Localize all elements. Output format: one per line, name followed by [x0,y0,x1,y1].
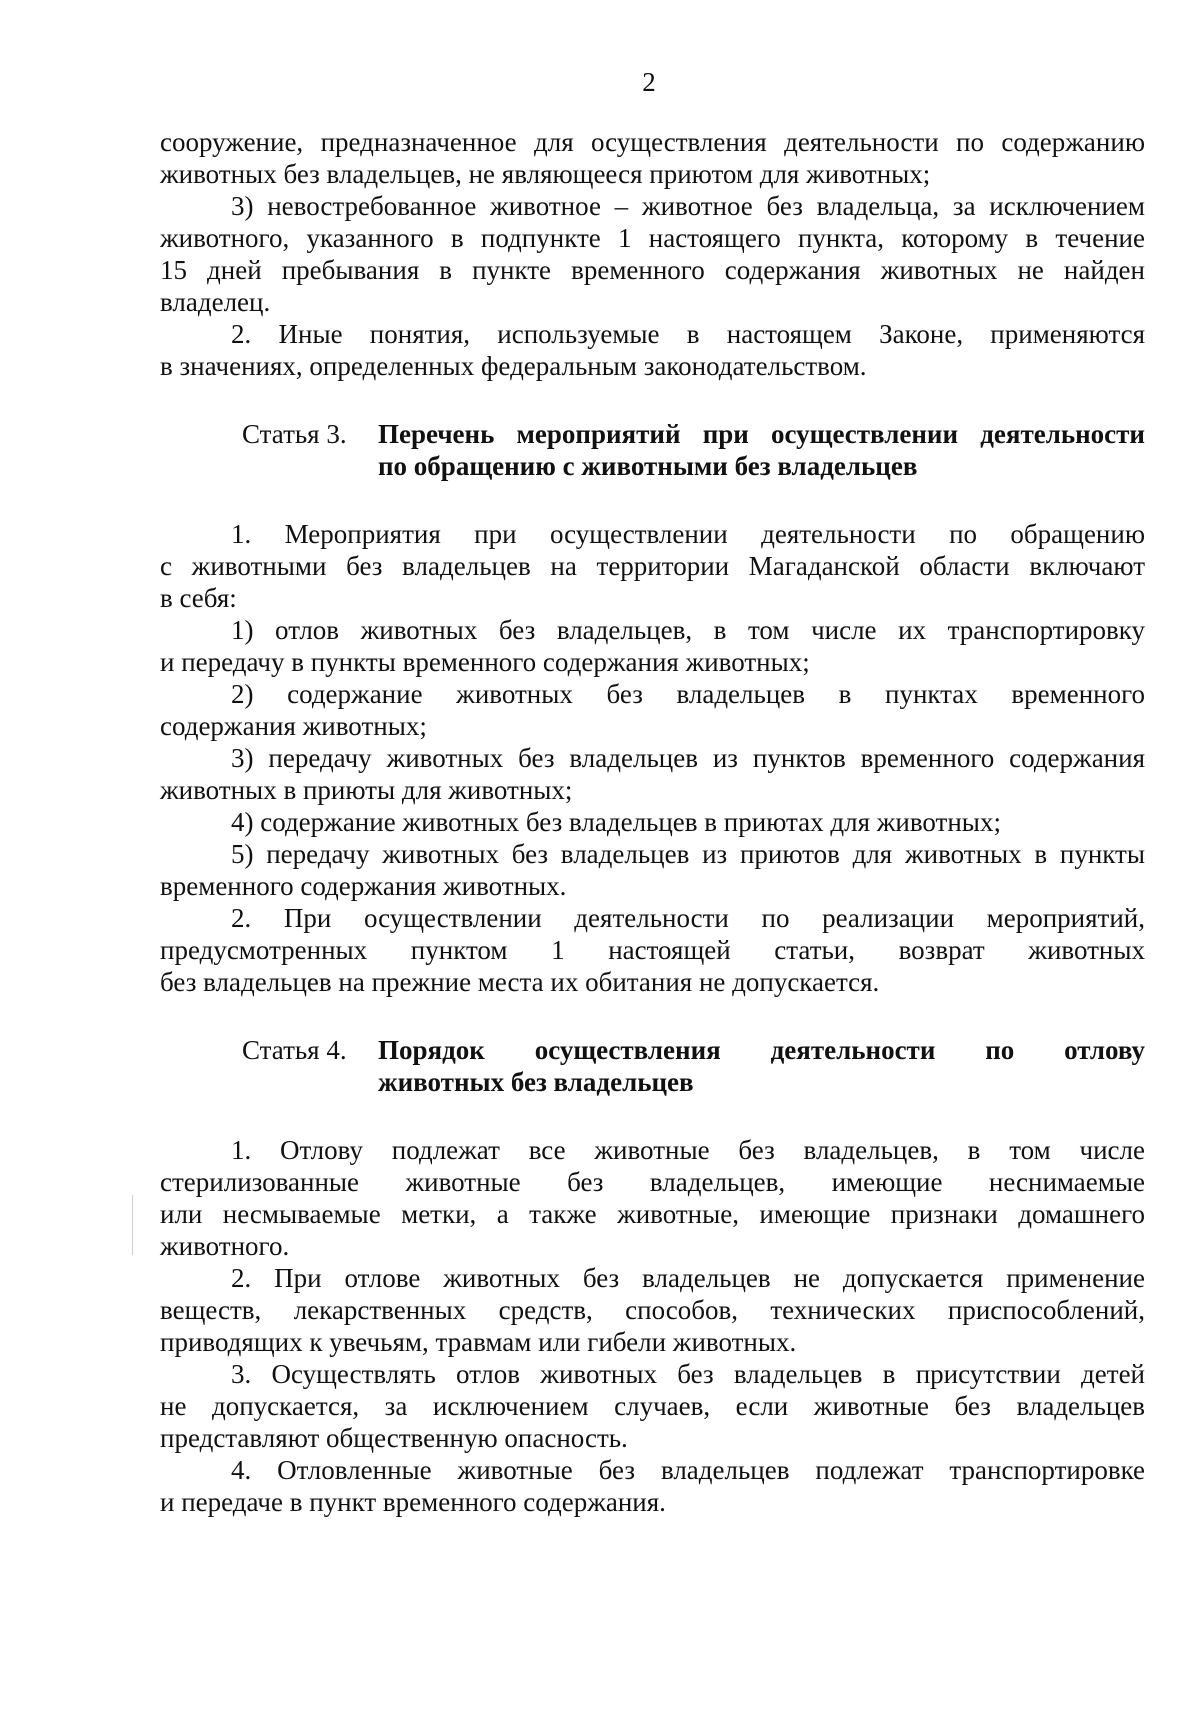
article-4-p3-line-1: 3. Осуществлять отлов животных без владельцев в присутствии детей [231,1359,1145,1389]
article-3-p1-line-1: 1. Мероприятия при осуществлении деятельности по обращению [231,519,1145,549]
article-4-p3-line-2: не допускается, за исключением случаев, если животные без владельцев [160,1391,1145,1421]
item-3-line-1: 3) невостребованное животное – животное без владельца, за исключением [231,191,1145,221]
article-3-title-line-2: по обращению с животными без владельцев [378,451,918,481]
article-4-p4-line-1: 4. Отловленные животные без владельцев подлежат транспортировке [231,1455,1145,1485]
article-3-label: Статья 3. [242,419,347,449]
continuation-line-2: животных без владельцев, не являющееся приютом для животных; [160,159,931,189]
article-3-p2-line-1: 2. При осуществлении деятельности по реализации мероприятий, [231,903,1145,933]
article-4-title-line-2: животных без владельцев [378,1067,694,1097]
article-3-sub5-line-2: временного содержания животных. [160,871,567,901]
article-3-title-line-1: Перечень мероприятий при осуществлении деятельности [378,419,1145,449]
article-4-p2-line-1: 2. При отлове животных без владельцев не допускается применение [231,1263,1145,1293]
point-2-line-1: 2. Иные понятия, используемые в настоящем Законе, применяются [231,319,1145,349]
article-3-p2-line-3: без владельцев на прежние места их обитания не допускается. [160,967,880,997]
article-3-sub2-line-1: 2) содержание животных без владельцев в пунктах временного [231,679,1145,709]
article-4-p1-line-3: или несмываемые метки, а также животные, имеющие признаки домашнего [160,1199,1145,1229]
scan-margin-mark [132,1195,133,1255]
article-4-p3-line-3: представляют общественную опасность. [160,1423,628,1453]
article-3-sub1-line-2: и передачу в пункты временного содержания животных; [160,647,810,677]
article-3-p2-line-2: предусмотренных пунктом 1 настоящей статьи, возврат животных [160,935,1145,965]
article-4-p4-line-2: и передаче в пункт временного содержания. [160,1487,666,1517]
article-3-sub5-line-1: 5) передачу животных без владельцев из приютов для животных в пункты [231,839,1145,869]
article-4-p1-line-2: стерилизованные животные без владельцев, имеющие неснимаемые [160,1167,1145,1197]
item-3-line-3: 15 дней пребывания в пункте временного содержания животных не найден [160,255,1145,285]
article-3-sub4-line-1: 4) содержание животных без владельцев в приютах для животных; [231,807,1001,837]
article-3-p1-line-2: с животными без владельцев на территории Магаданской области включают [160,551,1145,581]
article-4-title-line-1: Порядок осуществления деятельности по отлову [378,1035,1145,1065]
article-3-sub1-line-1: 1) отлов животных без владельцев, в том числе их транспортировку [231,615,1145,645]
point-2-line-2: в значениях, определенных федеральным законодательством. [160,351,867,381]
article-3-sub3-line-1: 3) передачу животных без владельцев из пунктов временного содержания [231,743,1145,773]
article-4-p2-line-2: веществ, лекарственных средств, способов, технических приспособлений, [160,1295,1145,1325]
article-3-sub2-line-2: содержания животных; [160,711,427,741]
item-3-line-4: владелец. [160,287,271,317]
article-3-p1-line-3: в себя: [160,583,237,613]
article-3-sub3-line-2: животных в приюты для животных; [160,775,573,805]
article-4-p1-line-4: животного. [160,1231,290,1261]
article-4-label: Статья 4. [242,1035,347,1065]
article-4-p1-line-1: 1. Отлову подлежат все животные без владельцев, в том числе [231,1135,1145,1165]
item-3-line-2: животного, указанного в подпункте 1 настоящего пункта, которому в течение [160,223,1145,253]
page-number: 2 [642,67,656,97]
article-4-p2-line-3: приводящих к увечьям, травмам или гибели животных. [160,1327,797,1357]
continuation-line-1: сооружение, предназначенное для осуществления деятельности по содержанию [160,127,1145,157]
